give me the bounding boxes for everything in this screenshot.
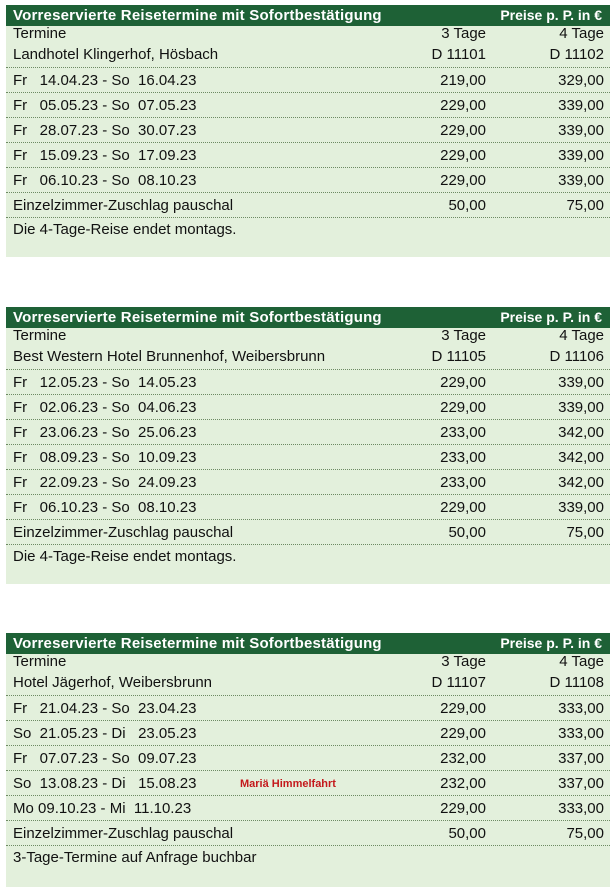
date-range: Fr 05.05.23 - So 07.05.23 [13,97,197,114]
col-termine: Termine [13,653,67,670]
surcharge-label: Einzelzimmer-Zuschlag pauschal [13,825,234,842]
price-3: 233,00 [440,474,486,491]
price-4: 339,00 [558,122,604,139]
trip-code-4: D 11106 [549,348,604,365]
surcharge-3: 50,00 [448,197,486,214]
col-4-tage: 4 Tage [559,327,604,344]
date-range: Fr 15.09.23 - So 17.09.23 [13,147,197,164]
col-3-tage: 3 Tage [441,327,486,344]
table-row [6,746,610,771]
table-title: Vorreservierte Reisetermine mit Sofortbestätigung [13,635,382,652]
col-3-tage: 3 Tage [441,25,486,42]
date-range: So 21.05.23 - Di 23.05.23 [13,725,197,742]
price-4: 339,00 [558,374,604,391]
date-range: Fr 21.04.23 - So 23.04.23 [13,700,197,717]
price-3: 229,00 [440,725,486,742]
table-row [6,796,610,821]
table-note: Die 4-Tage-Reise endet montags. [13,221,237,238]
price-4: 342,00 [558,424,604,441]
surcharge-row [6,821,610,846]
table-row [6,445,610,470]
table-row [6,143,610,168]
surcharge-row [6,193,610,218]
table-row [6,68,610,93]
surcharge-3: 50,00 [448,825,486,842]
table-row [6,696,610,721]
table-header [6,5,610,26]
table-row [6,93,610,118]
price-note: Preise p. P. in € [500,309,602,325]
surcharge-4: 75,00 [566,825,604,842]
table-header [6,633,610,654]
surcharge-3: 50,00 [448,524,486,541]
table-row [6,118,610,143]
table-title: Vorreservierte Reisetermine mit Sofortbestätigung [13,7,382,24]
date-range: Fr 28.07.23 - So 30.07.23 [13,122,197,139]
surcharge-label: Einzelzimmer-Zuschlag pauschal [13,524,234,541]
table-note: Die 4-Tage-Reise endet montags. [13,548,237,565]
hotel-name: Landhotel Klingerhof, Hösbach [13,46,219,63]
hotel-name: Best Western Hotel Brunnenhof, Weibersbrunn [13,348,326,365]
price-4: 333,00 [558,700,604,717]
price-3: 233,00 [440,424,486,441]
surcharge-4: 75,00 [566,524,604,541]
date-range: Fr 14.04.23 - So 16.04.23 [13,72,197,89]
hotel-row [6,346,610,370]
col-3-tage: 3 Tage [441,653,486,670]
table-header [6,307,610,328]
price-4: 339,00 [558,97,604,114]
price-4: 333,00 [558,725,604,742]
price-4: 339,00 [558,147,604,164]
hotel-name: Hotel Jägerhof, Weibersbrunn [13,674,212,691]
price-4: 342,00 [558,474,604,491]
date-range: Fr 22.09.23 - So 24.09.23 [13,474,197,491]
column-header-row [6,654,610,672]
table-row [6,721,610,746]
price-4: 339,00 [558,499,604,516]
col-termine: Termine [13,327,67,344]
price-4: 333,00 [558,800,604,817]
price-3: 219,00 [440,72,486,89]
trip-code-4: D 11108 [549,674,604,691]
table-row [6,771,610,796]
table-row [6,495,610,520]
price-4: 342,00 [558,449,604,466]
col-termine: Termine [13,25,67,42]
surcharge-4: 75,00 [566,197,604,214]
table-title: Vorreservierte Reisetermine mit Sofortbestätigung [13,309,382,326]
price-3: 229,00 [440,147,486,164]
date-range: Fr 06.10.23 - So 08.10.23 [13,172,197,189]
price-4: 337,00 [558,775,604,792]
table-row [6,470,610,495]
price-table-1 [6,5,610,257]
price-note: Preise p. P. in € [500,635,602,651]
price-3: 229,00 [440,700,486,717]
price-3: 229,00 [440,399,486,416]
price-3: 233,00 [440,449,486,466]
note-row [6,218,610,246]
price-3: 229,00 [440,374,486,391]
date-range: Fr 23.06.23 - So 25.06.23 [13,424,197,441]
date-range: So 13.08.23 - Di 15.08.23 [13,775,197,792]
date-range: Fr 08.09.23 - So 10.09.23 [13,449,197,466]
surcharge-row [6,520,610,545]
table-row [6,420,610,445]
col-4-tage: 4 Tage [559,653,604,670]
table-row [6,168,610,193]
table-note: 3-Tage-Termine auf Anfrage buchbar [13,849,257,866]
date-range: Fr 06.10.23 - So 08.10.23 [13,499,197,516]
surcharge-label: Einzelzimmer-Zuschlag pauschal [13,197,234,214]
price-table-2 [6,307,610,584]
hotel-row [6,672,610,696]
col-4-tage: 4 Tage [559,25,604,42]
price-4: 329,00 [558,72,604,89]
holiday-annotation: Mariä Himmelfahrt [240,778,336,790]
date-range: Fr 07.07.23 - So 09.07.23 [13,750,197,767]
price-3: 229,00 [440,800,486,817]
note-row [6,846,610,874]
column-header-row [6,26,610,44]
price-3: 229,00 [440,97,486,114]
price-4: 339,00 [558,399,604,416]
price-4: 337,00 [558,750,604,767]
price-3: 232,00 [440,775,486,792]
date-range: Fr 02.06.23 - So 04.06.23 [13,399,197,416]
price-note: Preise p. P. in € [500,7,602,23]
trip-code-3: D 11105 [431,348,486,365]
price-4: 339,00 [558,172,604,189]
price-3: 229,00 [440,172,486,189]
price-table-3 [6,633,610,887]
table-row [6,370,610,395]
price-3: 229,00 [440,122,486,139]
column-header-row [6,328,610,346]
trip-code-3: D 11101 [431,46,486,63]
trip-code-4: D 11102 [549,46,604,63]
price-3: 229,00 [440,499,486,516]
table-row [6,395,610,420]
trip-code-3: D 11107 [431,674,486,691]
hotel-row [6,44,610,68]
price-3: 232,00 [440,750,486,767]
note-row [6,545,610,573]
date-range: Fr 12.05.23 - So 14.05.23 [13,374,197,391]
date-range: Mo 09.10.23 - Mi 11.10.23 [13,800,192,817]
